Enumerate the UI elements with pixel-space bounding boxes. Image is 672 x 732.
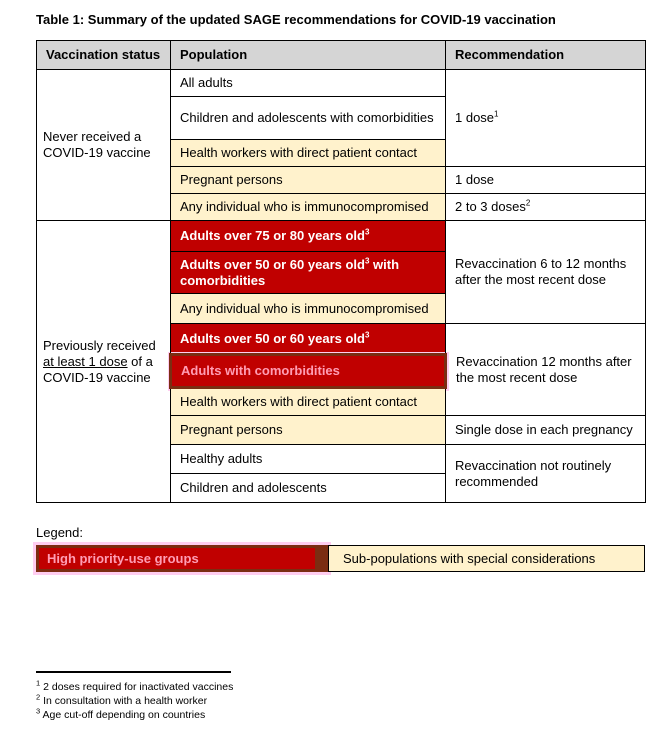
footnote-3 — [36, 708, 645, 722]
population-text: Adults over 50 or 60 years old — [180, 330, 365, 346]
footnote-2-text: In consultation with a health worker — [43, 695, 208, 707]
population-cell-health-workers-2: Health workers with direct patient contact — [171, 388, 446, 416]
column-header-vaccination-status: Vaccination status — [37, 41, 171, 70]
status-cell-never-received: Never received a COVID-19 vaccine — [37, 70, 171, 221]
recommendation-text: 2 to 3 doses — [455, 199, 526, 214]
legend-high-priority-text: High priority-use groups — [47, 551, 199, 566]
recommendation-cell-single-dose-pregnancy: Single dose in each pregnancy — [446, 416, 646, 445]
footnote-2 — [36, 694, 645, 708]
population-text: Adults over 50 or 60 years old — [180, 256, 365, 272]
footnote-2-marker: 2 — [36, 692, 41, 702]
column-header-population: Population — [171, 41, 446, 70]
recommendation-text: 1 dose — [455, 110, 495, 125]
population-cell-immunocompromised-2: Any individual who is immunocompromised — [171, 294, 446, 324]
header-row — [37, 41, 646, 70]
footnote-ref-3: 3 — [364, 256, 370, 266]
population-text: with comorbidities — [180, 256, 400, 288]
status-text: Previously received — [43, 337, 156, 353]
population-text: Adults over 75 or 80 years old — [180, 228, 365, 243]
legend-high-priority-cell — [36, 545, 328, 572]
population-cell-pregnant-persons: Pregnant persons — [171, 167, 446, 194]
footnote-3-marker: 3 — [36, 706, 41, 716]
recommendation-cell-revaccination-6-12-months: Revaccination 6 to 12 months after the most recent dose — [446, 221, 646, 324]
population-cell-immunocompromised: Any individual who is immunocompromised — [171, 194, 446, 221]
column-header-recommendation: Recommendation — [446, 41, 646, 70]
footnotes-section — [36, 671, 645, 722]
footnote-1-text: 2 doses required for inactivated vaccines — [43, 681, 234, 693]
recommendation-cell-not-routinely-recommended: Revaccination not routinely recommended — [446, 445, 646, 503]
legend-subpopulations-cell — [328, 545, 645, 572]
population-cell-all-adults: All adults — [171, 70, 446, 97]
population-cell-healthy-adults: Healthy adults — [171, 445, 446, 474]
population-cell-adults-over-50-60 — [171, 324, 446, 355]
recommendation-cell-2-to-3-doses — [446, 194, 646, 221]
footnote-1 — [36, 680, 645, 694]
footnote-divider — [36, 671, 231, 673]
status-cell-previously-received — [37, 221, 171, 503]
footnote-ref-2: 2 — [525, 198, 531, 208]
footnote-ref-1: 1 — [494, 109, 499, 119]
recommendation-cell-1-dose-plain: 1 dose — [446, 167, 646, 194]
legend-subpopulations-text: Sub-populations with special considerations — [343, 551, 596, 566]
legend-label: Legend: — [36, 525, 83, 540]
recommendation-cell-revaccination-12-months: Revaccination 12 months after the most recent dose — [446, 324, 646, 416]
population-cell-health-workers: Health workers with direct patient contact — [171, 140, 446, 167]
sage-recommendations-table — [36, 40, 646, 503]
table-row — [37, 70, 646, 97]
table-row — [37, 221, 646, 252]
footnote-1-marker: 1 — [36, 678, 41, 688]
table-title: Table 1: Summary of the updated SAGE recommendations for COVID-19 vaccination — [36, 12, 556, 27]
footnote-3-text: Age cut-off depending on countries — [42, 709, 206, 721]
status-text-underlined: at least 1 dose — [43, 353, 128, 369]
population-cell-children-comorbidities: Children and adolescents with comorbidities — [171, 97, 446, 140]
footnote-ref-3: 3 — [364, 330, 370, 340]
population-cell-pregnant-persons-2: Pregnant persons — [171, 416, 446, 445]
legend-bar — [36, 545, 645, 572]
status-text: of a COVID-19 vaccine — [43, 353, 153, 385]
population-cell-adults-over-75-80 — [171, 221, 446, 252]
recommendation-cell-1-dose — [446, 70, 646, 167]
population-cell-children-adolescents: Children and adolescents — [171, 474, 446, 503]
footnote-ref-3: 3 — [364, 227, 370, 237]
population-cell-adults-with-comorbidities-highlighted: Adults with comorbidities — [171, 355, 446, 388]
population-cell-adults-over-50-60-comorbidities — [171, 252, 446, 294]
